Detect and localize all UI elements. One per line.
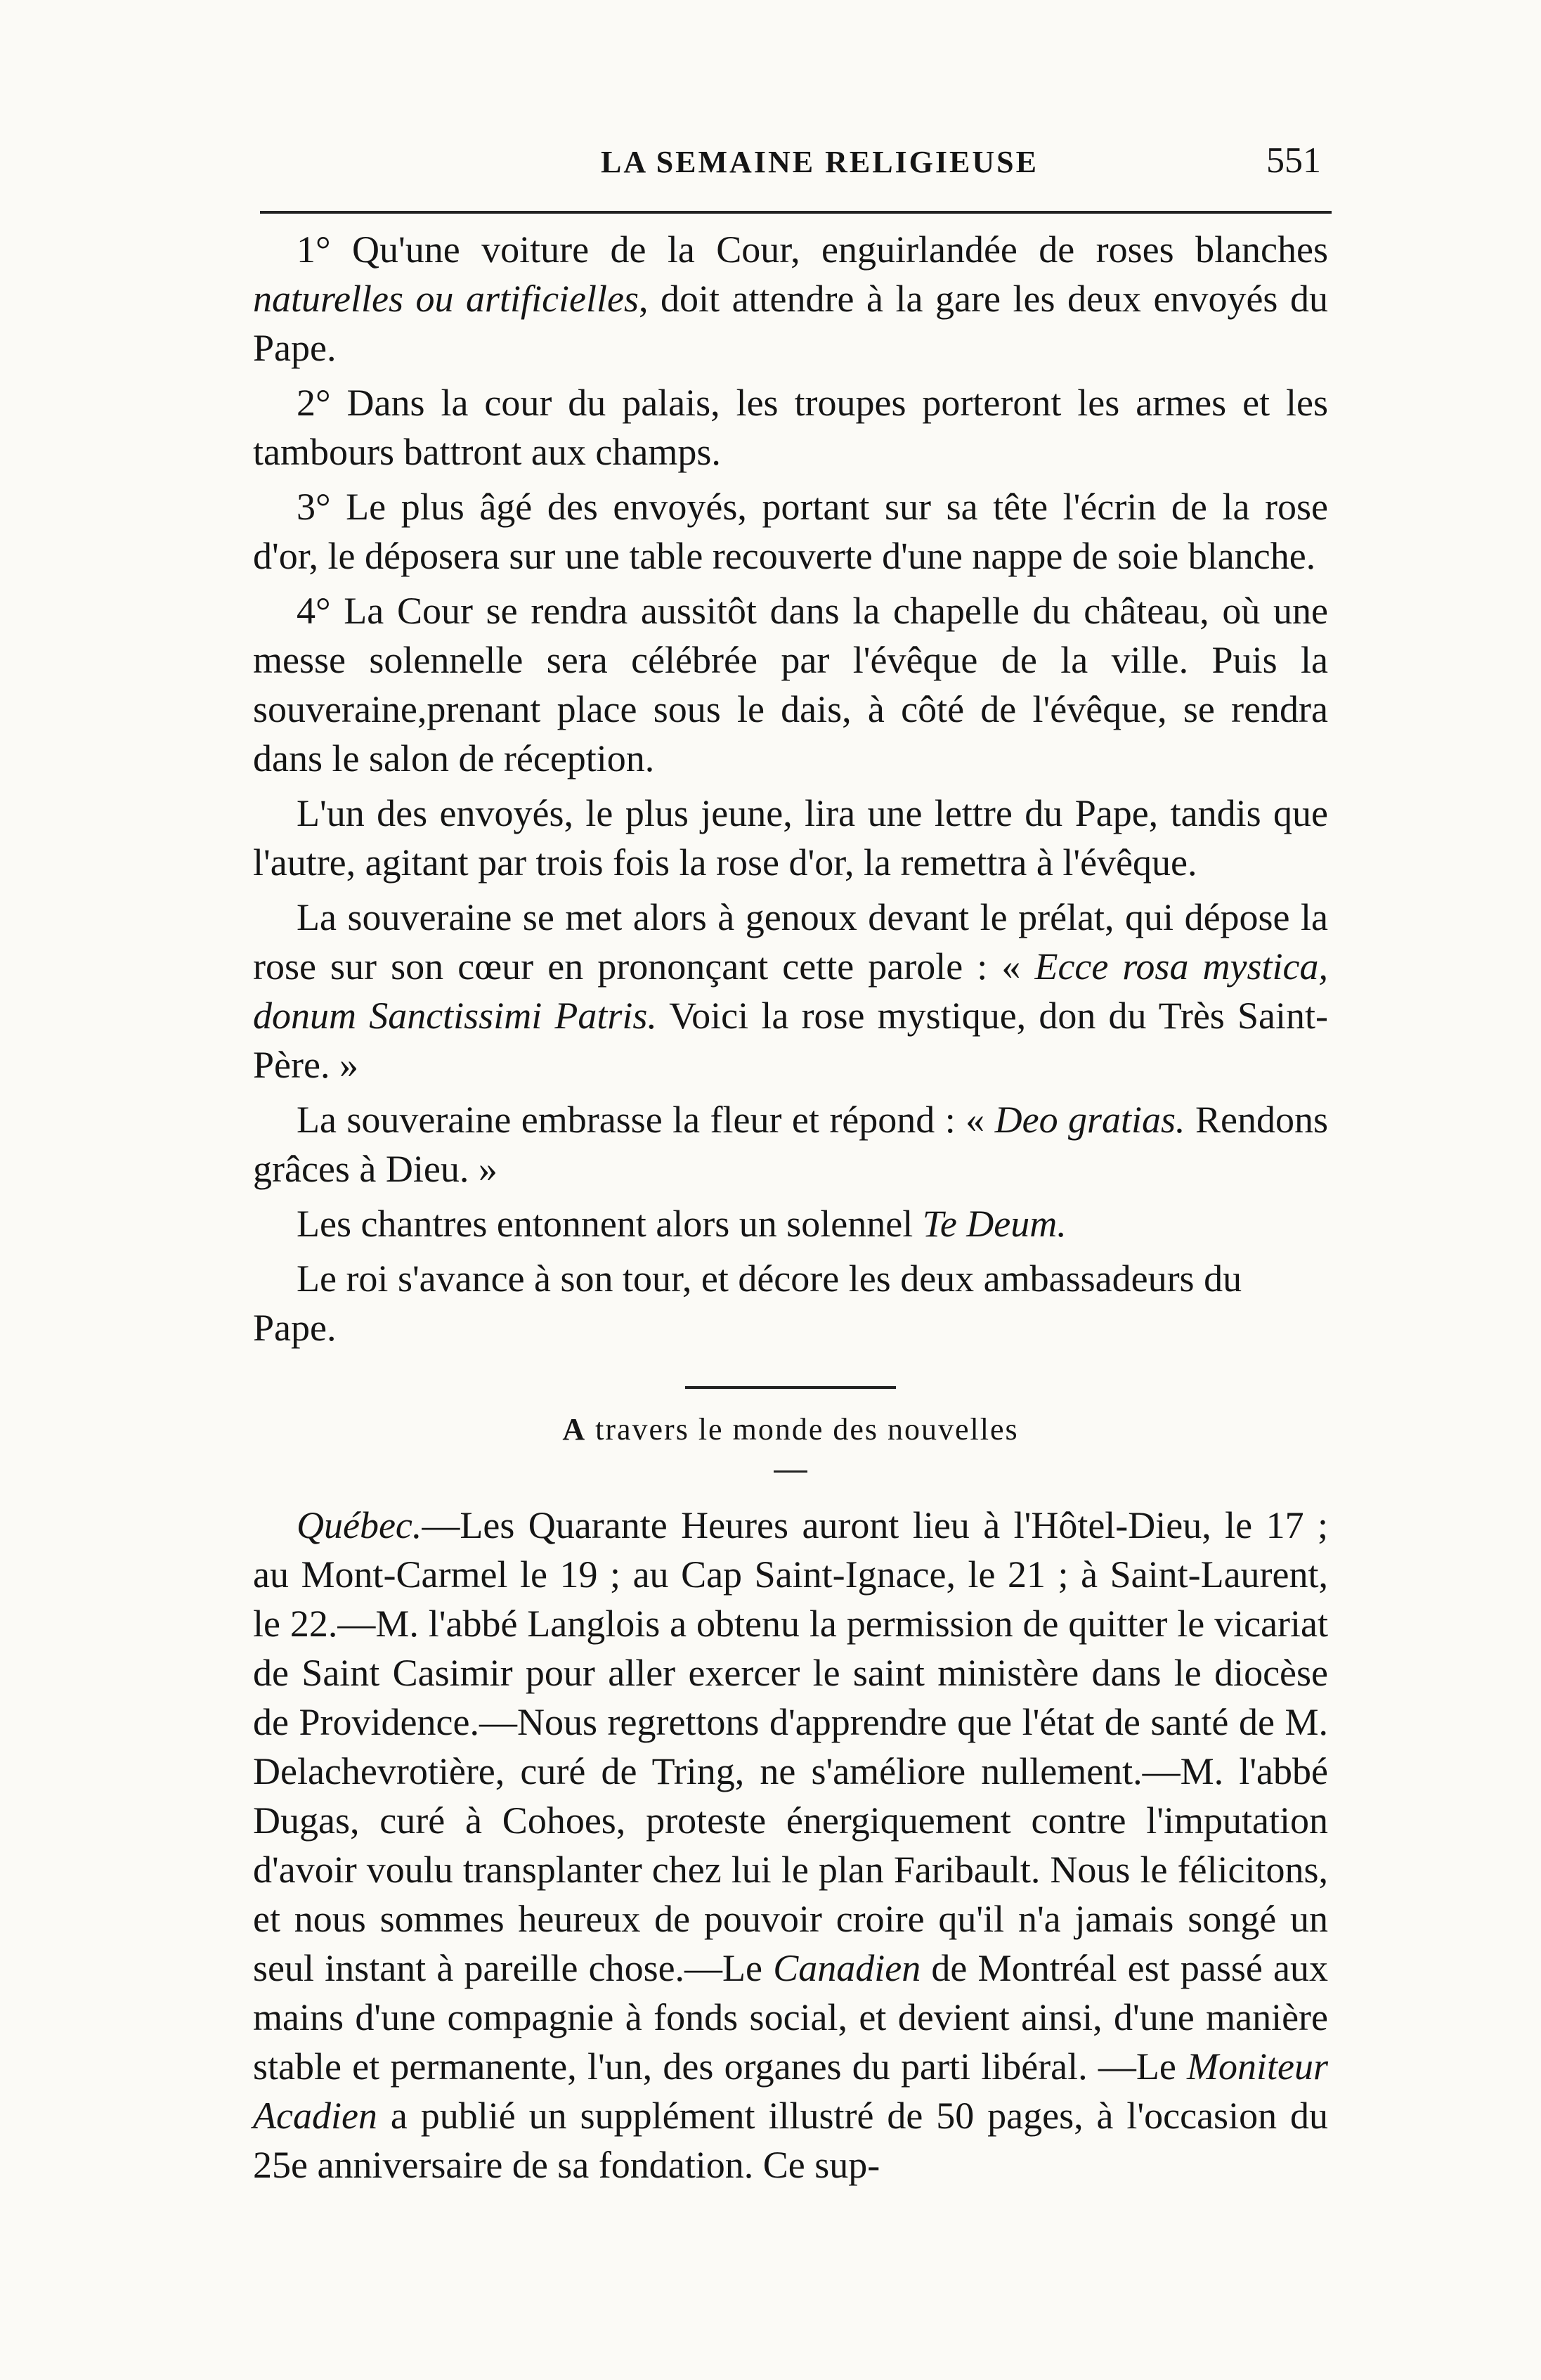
news-section — [253, 1501, 1328, 2190]
paragraph: 4° La Cour se rendra aussitôt dans la chapelle du château, où une messe solennelle sera célébrée par l'évêque de la ville. Puis la souveraine,prenant place sous le dais, à côté de l'évêque, se rendra dans le salon de réception. — [253, 590, 1328, 780]
italic-run: Te Deum. — [922, 1203, 1067, 1245]
paragraph — [253, 225, 1328, 373]
place-name: Québec. — [297, 1504, 422, 1546]
text-run: La souveraine embrasse la fleur et répond : « — [297, 1099, 995, 1141]
text-run: Les chantres entonnent alors un solennel — [297, 1203, 923, 1245]
text-run: Voici la rose mystique, don du Très Saint-Père. » — [253, 995, 1328, 1086]
heading-text: travers le monde des nouvelles — [586, 1412, 1019, 1447]
text-run: Rendons grâces à Dieu. » — [253, 1099, 1329, 1190]
paragraph — [253, 1199, 1328, 1248]
paragraph: L'un des envoyés, le plus jeune, lira une lettre du Pape, tandis que l'autre, agitant par trois fois la rose d'or, la remettra à l'évêque. — [253, 792, 1328, 884]
page-number: 551 — [1266, 141, 1321, 181]
news-paragraph — [253, 1501, 1328, 2190]
running-title: LA SEMAINE RELIGIEUSE — [601, 145, 1039, 179]
paragraph: 2° Dans la cour du palais, les troupes porteront les armes et les tambours battront aux champs. — [253, 382, 1328, 473]
body-text — [253, 225, 1328, 2190]
italic-run: Moniteur Acadien — [253, 2045, 1328, 2137]
header-rule — [260, 211, 1332, 214]
paragraph: Le roi s'avance à son tour, et décore les deux ambassadeurs du Pape. — [253, 1257, 1242, 1349]
section-dash — [774, 1470, 807, 1473]
text-run: 1° Qu'une voiture de la Cour, enguirlandée de roses blanches — [297, 228, 1328, 271]
italic-run: Ecce rosa mystica, donum Sanctissimi Patris. — [253, 945, 1328, 1037]
heading-initial: A — [562, 1412, 587, 1447]
text-run: , doit attendre à la gare les deux envoyés du Pape. — [253, 278, 1328, 369]
paragraph — [253, 1095, 1328, 1194]
italic-run: naturelles ou artificielles — [253, 278, 639, 320]
italic-run: Canadien — [773, 1947, 921, 1989]
text-run: La souveraine se met alors à genoux devant le prélat, qui dépose la rose sur son cœur en prononçant cette parole : « — [253, 896, 1328, 988]
running-head — [253, 141, 1321, 193]
text-run: —Les Quarante Heures auront lieu à l'Hôtel-Dieu, le 17 ; au Mont-Carmel le 19 ; au Cap Saint-Ignace, le 21 ; à Saint-Laurent, le 22.—M. l'abbé Langlois a obtenu la permission de quitter le vicariat de Saint Casimir pour aller exercer le saint ministère dans le diocèse de Providence.—Nous regrettons d'apprendre que l'état de santé de M. Delachevrotière, curé de Tring, ne s'améliore nullement.—M. l'abbé Dugas, curé à Cohoes, proteste énergiquement contre l'imputation d'avoir voulu transplanter chez lui le plan Faribault. Nous le félicitons, et nous sommes heureux de pouvoir croire qu'il n'a jamais songé un seul instant à pareille chose.—Le — [253, 1504, 1328, 1989]
text-run: a publié un supplément illustré de 50 pages, à l'occasion du 25e anniversaire de sa fondation. Ce sup- — [253, 2095, 1328, 2186]
section-heading — [253, 1409, 1328, 1451]
italic-run: Deo gratias. — [994, 1099, 1185, 1141]
text-run: de Montréal est passé aux mains d'une compagnie à fonds social, et devient ainsi, d'une manière stable et permanente, l'un, des organes du parti libéral. —Le — [253, 1947, 1328, 2088]
paragraph — [253, 893, 1328, 1089]
paragraph: 3° Le plus âgé des envoyés, portant sur sa tête l'écrin de la rose d'or, le déposera sur une table recouverte d'une nappe de soie blanche. — [253, 486, 1328, 577]
section-rule — [685, 1386, 896, 1389]
